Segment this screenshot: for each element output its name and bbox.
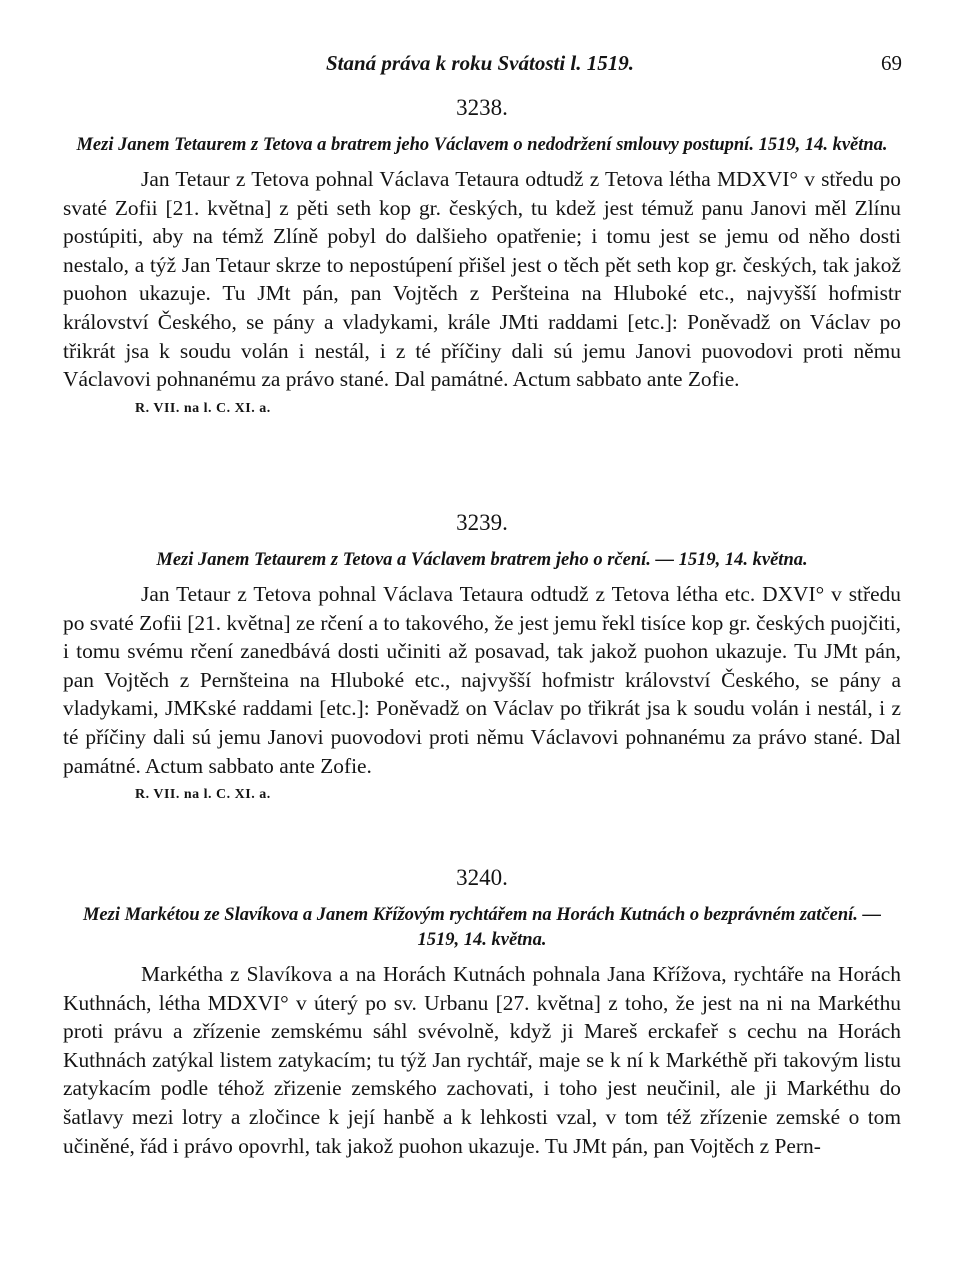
page-header	[0, 48, 960, 78]
entry-heading: Mezi Markétou ze Slavíkova a Janem Křížovým rychtářem na Horách Kutnách o bezprávném zatčení. — 1519, 14. května.	[82, 905, 882, 950]
entry-body-text: Jan Tetaur z Tetova pohnal Václava Tetaura odtudž z Tetova létha etc. DXVI° v středu po svaté Zofii [21. května] ze rčení a to takového, že jest jemu řekl tisíce kop gr. českých puojčiti, i tomu svému rčení zanedbává dosti učiniti až posavad, tak jakož puohon ukazuje. Tu JMt pán, pan Vojtěch z Pernšteina na Hluboké etc., najvyšší hofmistr království Českého, se pány a vladykami, JMKské raddami [etc.]: Poněvadž on Václav po třikrát jsa k soudu volán i nestál, i z té příčiny dali sú jemu Janovi puovodovi proti němu Václavovi pohnanému za právo stané. Dal památné. Actum sabbato ante Zofie.	[63, 582, 901, 778]
entry-body	[63, 960, 901, 1160]
entry-number: 3239.	[456, 510, 508, 535]
entry-body	[63, 580, 901, 780]
entry-body	[63, 165, 901, 394]
entry-body-text: Jan Tetaur z Tetova pohnal Václava Tetaura odtudž z Tetova létha MDXVI° v středu po svaté Zofii [21. května] z pěti seth kop gr. českých, tu kdež jest témuž panu Janovi měl Zlínu postúpiti, aby na témž Zlíně pobyl do dalšieho opatřenie; i tomu jest se jemu od něho dosti nestalo, a týž Jan Tetaur skrze to nepostúpení přišel jest o těch pět seth kop gr. českých, tak jakož puohon ukazuje. Tu JMt pán, pan Vojtěch z Peršteina na Hluboké etc., najvyšší hofmistr království Českého, se pány a vladykami, krále JMti raddami [etc.]: Poněvadž on Václav po třikrát jsa k soudu volán i nestál, i z té příčiny dali sú jemu Janovi puovodovi proti němu Václavovi pohnanému za právo stané. Dal památné. Actum sabbato ante Zofie.	[63, 167, 901, 392]
entry-heading: Mezi Janem Tetaurem z Tetova a Václavem bratrem jeho o rčení. — 1519, 14. května.	[156, 550, 808, 570]
entry-body-text: Markétha z Slavíkova a na Horách Kutnách pohnala Jana Křížova, rychtáře na Horách Kuthnách, létha MDXVI° v úterý po sv. Urbanu [27. května] z toho, že jest na ni na Markéthu proti právu a zřízenie zemskému sáhl svévolně, když ji Mareš erckafeř s cechu na Horách Kuthnách zatýkal listem zatykacím; tu týž Jan rychtář, maje se k ní k Markéthě při takovým listu zatykacím podle téhož zřizenie zemského zachovati, i toho jest neučinil, ale ji Markéthu do šatlavy mezi lotry a zločince k její hanbě a k lehkosti vzal, v tom též zřízenie zemské o tom učiněné, řád i právo opovrhl, tak jakož puohon ukazuje. Tu JMt pán, pan Vojtěch z Pern-	[63, 962, 901, 1158]
entry-heading: Mezi Janem Tetaurem z Tetova a bratrem jeho Václavem o nedodržení smlouvy postupní. 1519, 14. května.	[76, 135, 888, 155]
source-reference: R. VII. na l. C. XI. a.	[135, 787, 271, 803]
entry-3239	[63, 508, 901, 806]
entry-number: 3240.	[456, 865, 508, 890]
entry-3238	[63, 93, 901, 420]
page-number: 69	[881, 51, 902, 75]
running-title: Staná práva k roku Svátosti l. 1519.	[325, 51, 635, 75]
entry-3240	[63, 863, 901, 1160]
source-reference: R. VII. na l. C. XI. a.	[135, 400, 271, 416]
entry-number: 3238.	[456, 95, 508, 120]
